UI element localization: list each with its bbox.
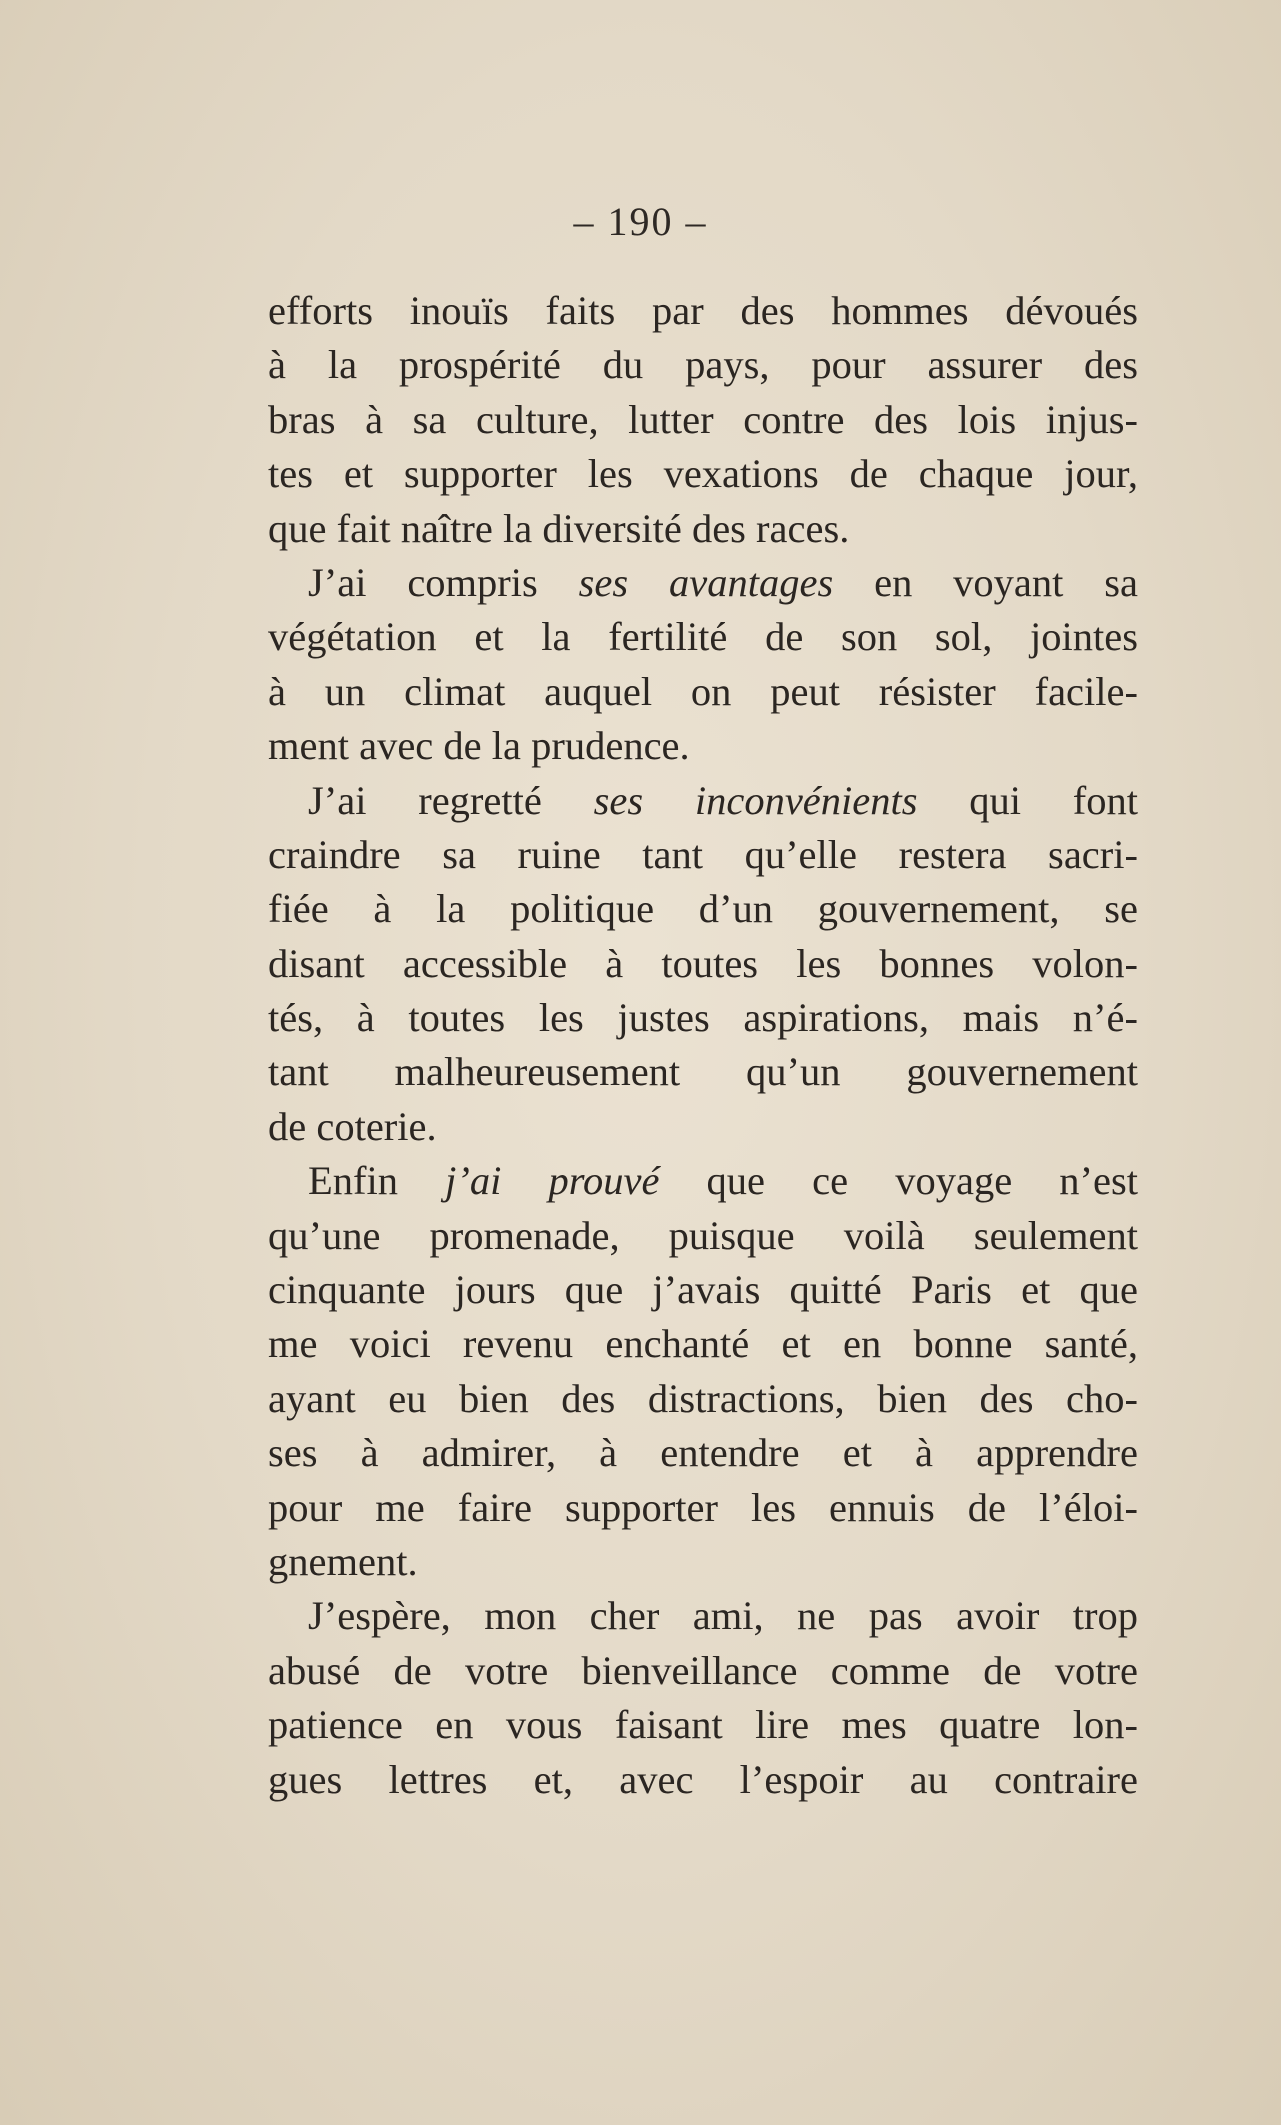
text-segment: J’ai compris [308,559,579,605]
text-segment: à un climat auquel on peut résister facile- [268,668,1138,714]
text-line [268,665,1138,719]
text-line [268,1372,1138,1426]
text-segment: qui font [917,777,1138,823]
text-line [268,610,1138,664]
text-segment: tes et supporter les vexations de chaque jour, [268,451,1138,497]
text-line [268,828,1138,882]
text-segment: efforts inouïs faits par des hommes dévoués [268,288,1138,333]
text-segment: Enfin [308,1158,446,1204]
page-number: – 190 – [573,199,708,244]
text-segment: cinquante jours que j’avais quitté Paris et que [268,1267,1138,1313]
italic-text: ses avantages [578,559,834,605]
text-segment: bras à sa culture, lutter contre des lois injus- [268,396,1138,442]
text-segment: J’ai regretté [308,777,594,823]
text-line [268,1209,1138,1263]
text-line [268,1644,1138,1698]
text-segment: tant malheureusement qu’un gouvernement [268,1049,1138,1095]
text-segment: patience en vous faisant lire mes quatre lon- [268,1702,1138,1748]
text-segment: ment avec de la prudence. [268,723,690,769]
text-line [268,1426,1138,1480]
text-line [268,1481,1138,1535]
text-line [268,1317,1138,1371]
text-line [268,1698,1138,1752]
text-segment: J’espère, mon cher ami, ne pas avoir trop [308,1593,1138,1639]
text-segment: en voyant sa [833,559,1138,605]
text-segment: que fait naître la diversité des races. [268,505,850,551]
text-line [268,1100,1138,1154]
text-segment: ses à admirer, à entendre et à apprendre [268,1430,1138,1476]
text-segment: abusé de votre bienveillance comme de votre [268,1647,1138,1693]
text-segment: disant accessible à toutes les bonnes volon- [268,940,1138,986]
text-line [268,1263,1138,1317]
text-segment: gnement. [268,1538,418,1584]
text-line [268,447,1138,501]
text-segment: végétation et la fertilité de son sol, jointes [268,614,1138,660]
text-line [268,991,1138,1045]
text-segment: fiée à la politique d’un gouvernement, se [268,886,1138,932]
text-segment: tés, à toutes les justes aspirations, mais n’é- [268,995,1138,1041]
text-segment: qu’une promenade, puisque voilà seulement [268,1212,1138,1258]
text-line [268,1589,1138,1643]
text-segment: que ce voyage n’est [659,1158,1139,1204]
body-text [268,284,1138,1807]
text-line [268,393,1138,447]
text-line [268,882,1138,936]
text-line [268,1753,1138,1807]
text-line [268,556,1138,610]
italic-text: j’ai prouvé [445,1158,660,1204]
text-line [268,1045,1138,1099]
text-segment: ayant eu bien des distractions, bien des cho- [268,1375,1138,1421]
text-line [268,1154,1138,1208]
italic-text: ses inconvénients [593,777,918,823]
text-segment: me voici revenu enchanté et en bonne santé, [268,1321,1138,1367]
text-line [268,774,1138,828]
text-line [268,1535,1138,1589]
text-line [268,338,1138,392]
text-line [268,284,1138,338]
text-segment: gues lettres et, avec l’espoir au contraire [268,1756,1138,1802]
text-segment: de coterie. [268,1103,437,1149]
text-line [268,502,1138,556]
text-line [268,719,1138,773]
text-segment: pour me faire supporter les ennuis de l’éloi- [268,1484,1138,1530]
text-line [268,937,1138,991]
text-segment: à la prospérité du pays, pour assurer des [268,342,1138,388]
text-segment: craindre sa ruine tant qu’elle restera sacri- [268,831,1138,877]
